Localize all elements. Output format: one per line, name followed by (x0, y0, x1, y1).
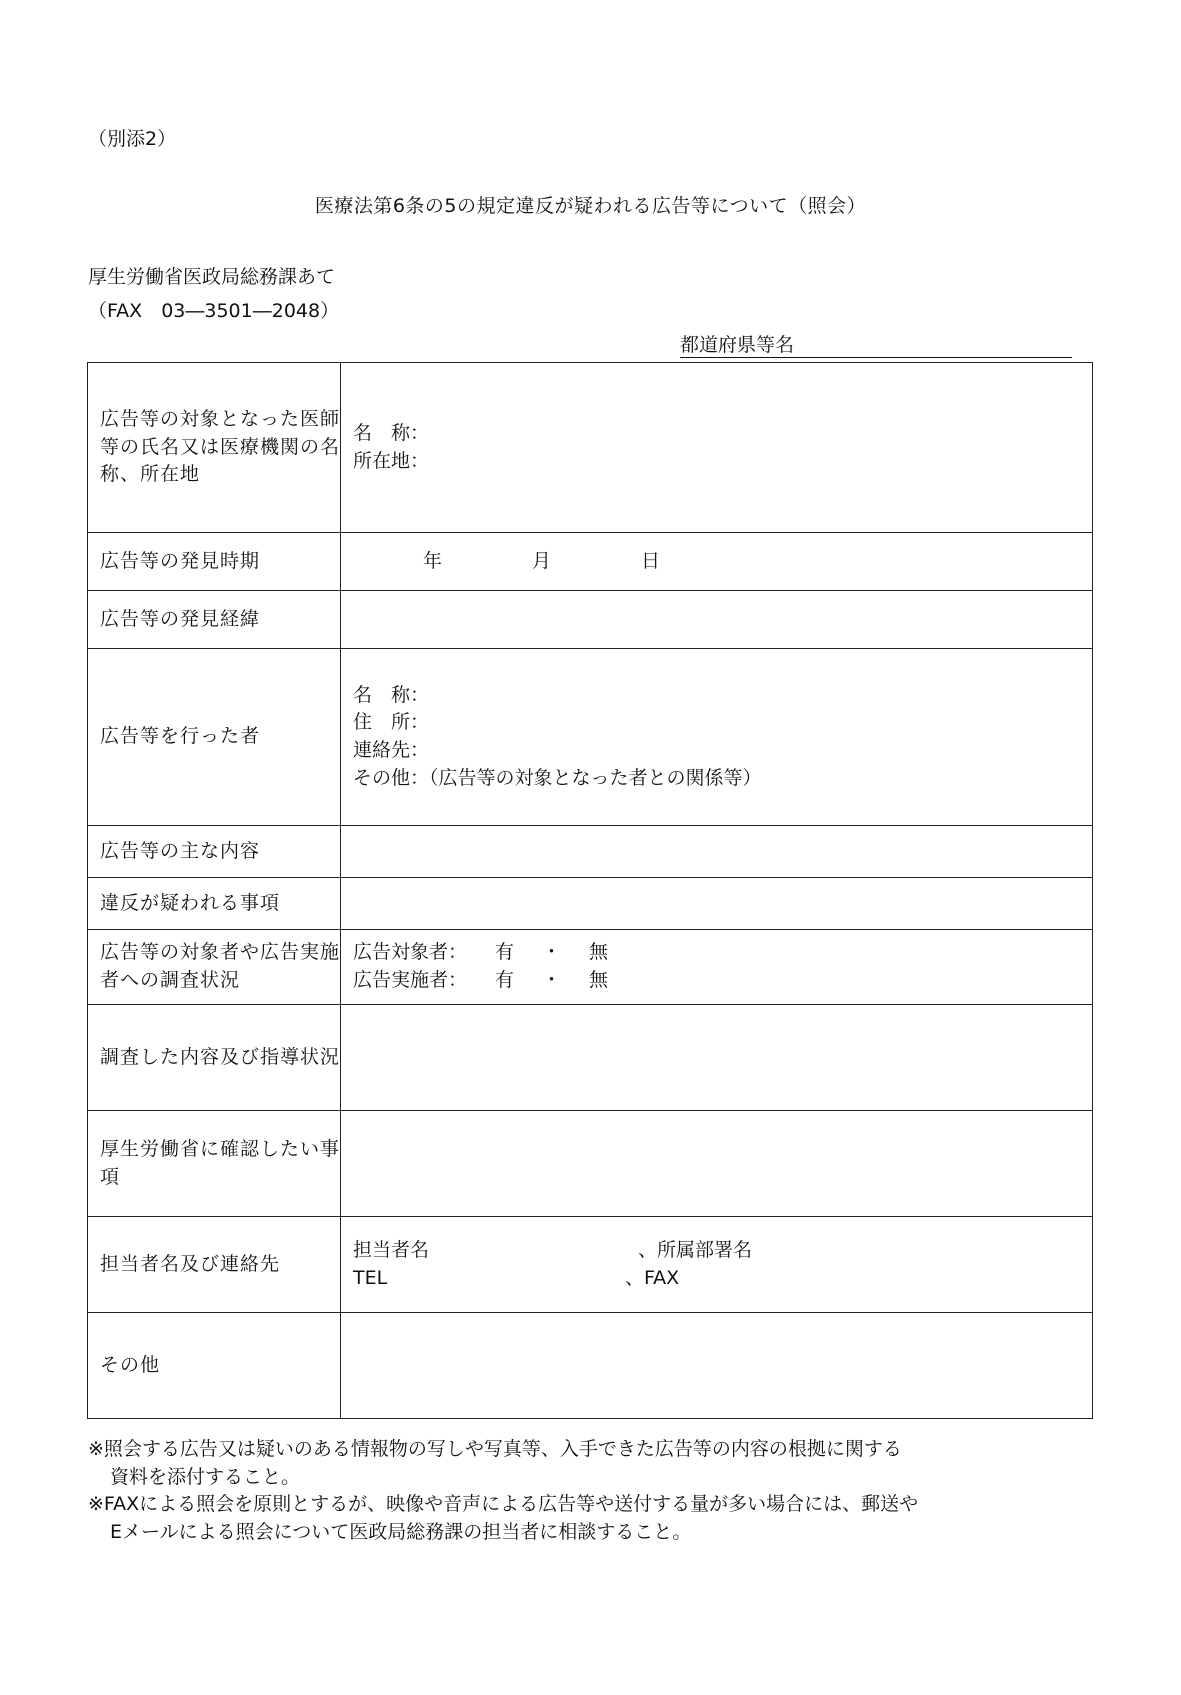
row-target (88, 363, 1093, 533)
label-discovery-time: 広告等の発見時期 (88, 533, 341, 591)
advertiser-address-label: 住 所： (353, 711, 430, 734)
row-investigation-status (88, 930, 1093, 1005)
advertiser-other-label: その他：（広告等の対象となった者との関係等） (353, 766, 762, 789)
target-address-label: 所在地： (353, 449, 430, 472)
ad-implementer-no[interactable]: 無 (589, 969, 609, 991)
field-content[interactable] (341, 826, 1093, 878)
label-other: その他 (88, 1313, 341, 1419)
label-ministry-confirm: 厚生労働省に確認したい事項 (88, 1111, 341, 1217)
addressee: 厚生労働省医政局総務課あて (88, 266, 336, 288)
year-label: 年 (423, 549, 443, 572)
row-other (88, 1313, 1093, 1419)
prefecture-label: 都道府県等名 (680, 334, 795, 356)
ad-implementer-label: 広告実施者： (353, 969, 468, 991)
label-contact-person: 担当者名及び連絡先 (88, 1217, 341, 1313)
row-investigation-detail (88, 1005, 1093, 1111)
row-ministry-confirm (88, 1111, 1093, 1217)
row-advertiser (88, 649, 1093, 826)
investigation-target-line (353, 939, 1092, 967)
fax-number: （FAX 03―3501―2048） (88, 300, 340, 322)
ad-target-dot: ・ (542, 941, 562, 964)
person-label: 担当者名 (353, 1238, 430, 1261)
month-label: 月 (532, 549, 552, 572)
label-investigation-detail: 調査した内容及び指導状況 (88, 1005, 341, 1111)
field-contact-person[interactable] (341, 1217, 1093, 1313)
ad-target-yes[interactable]: 有 (495, 941, 515, 964)
footnotes (88, 1436, 918, 1546)
label-advertiser: 広告等を行った者 (88, 649, 341, 826)
tel-label: TEL (353, 1266, 388, 1289)
row-contact-person (88, 1217, 1093, 1313)
row-violation (88, 878, 1093, 930)
inquiry-form-table (87, 362, 1093, 1419)
contact-tel-line (353, 1265, 1092, 1293)
investigation-implementer-line (353, 967, 1092, 995)
ad-target-no[interactable]: 無 (589, 941, 609, 964)
label-investigation-status: 広告等の対象者や広告実施者への調査状況 (88, 930, 341, 1005)
note-2-line-2: Eメールによる照会について医政局総務課の担当者に相談すること。 (110, 1520, 692, 1543)
row-content (88, 826, 1093, 878)
label-violation: 違反が疑われる事項 (88, 878, 341, 930)
note-1-line-2: 資料を添付すること。 (110, 1465, 301, 1488)
field-investigation-status[interactable] (341, 930, 1093, 1005)
document-title: 医療法第6条の5の規定違反が疑われる広告等について（照会） (314, 195, 867, 217)
day-label: 日 (641, 549, 661, 572)
prefecture-field[interactable] (680, 334, 1072, 358)
field-ministry-confirm[interactable] (341, 1111, 1093, 1217)
label-content: 広告等の主な内容 (88, 826, 341, 878)
note-2-line-1: ※FAXによる照会を原則とするが、映像や音声による広告等や送付する量が多い場合には、郵送や (88, 1493, 919, 1516)
target-name-label: 名 称： (353, 421, 430, 444)
row-discovery-time (88, 533, 1093, 591)
advertiser-name-label: 名 称： (353, 683, 430, 706)
ad-target-label: 広告対象者： (353, 941, 468, 964)
field-discovery-circumstance[interactable] (341, 591, 1093, 649)
field-advertiser[interactable] (341, 649, 1093, 826)
label-target: 広告等の対象となった医師等の氏名又は医療機関の名称、所在地 (88, 363, 341, 533)
ad-implementer-yes[interactable]: 有 (495, 969, 515, 991)
field-violation[interactable] (341, 878, 1093, 930)
dept-label: 、所属部署名 (638, 1238, 753, 1261)
fax-label: 、FAX (625, 1266, 680, 1289)
attachment-label: （別添2） (88, 128, 177, 150)
contact-person-line (353, 1237, 1092, 1265)
field-other[interactable] (341, 1313, 1093, 1419)
field-discovery-time[interactable] (341, 533, 1093, 591)
note-1-line-1: ※照会する広告又は疑いのある情報物の写しや写真等、入手できた広告等の内容の根拠に関する (88, 1438, 902, 1460)
ad-implementer-dot: ・ (542, 969, 562, 991)
field-target[interactable] (341, 363, 1093, 533)
row-discovery-circumstance (88, 591, 1093, 649)
advertiser-contact-label: 連絡先： (353, 739, 430, 761)
label-discovery-circumstance: 広告等の発見経緯 (88, 591, 341, 649)
field-investigation-detail[interactable] (341, 1005, 1093, 1111)
